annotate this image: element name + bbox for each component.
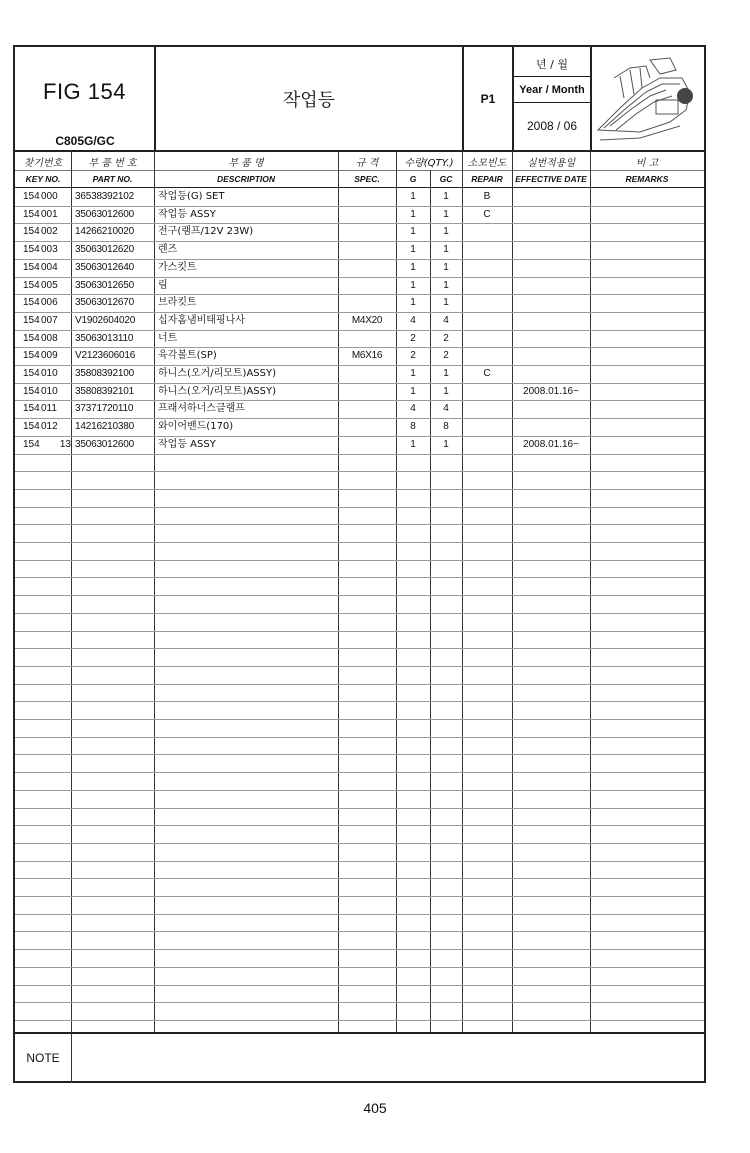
grid-line: [15, 772, 704, 773]
qty-g: 1: [410, 226, 416, 238]
grid-line: [15, 666, 704, 667]
key-no-suffix: 13: [59, 438, 71, 450]
qty-gc: 1: [443, 438, 449, 450]
grid-line: [15, 967, 704, 968]
spec: [338, 436, 396, 454]
spec: [338, 383, 396, 401]
part-number: 35063013110: [75, 332, 134, 344]
qty-gc: 8: [443, 421, 449, 433]
qty-g: 1: [410, 279, 416, 291]
effective-date: 2008.01.16~: [523, 385, 579, 397]
key-no-prefix: 154: [23, 385, 40, 397]
key-no-suffix: 007: [41, 314, 58, 326]
part-number: 36538392102: [75, 191, 134, 202]
note-divider: [15, 1032, 704, 1034]
grid-line: [15, 542, 704, 543]
model-code: C805G/GC: [55, 134, 115, 148]
qty-gc: 1: [443, 208, 449, 220]
key-no-prefix: 154: [23, 279, 40, 291]
grid-line: [15, 985, 704, 986]
qty-gc: 4: [443, 403, 449, 415]
table-row: [15, 277, 704, 295]
grid-line: [15, 631, 704, 632]
part-number: 35063012640: [75, 261, 134, 273]
col-spec-en: SPEC.: [354, 173, 380, 184]
description: 작업등(G) SET: [158, 191, 225, 202]
repair-code: C: [483, 208, 491, 220]
description: 브라킷트: [158, 297, 197, 309]
header-hline: [512, 76, 590, 77]
qty-g: 1: [410, 297, 416, 309]
qty-g: 8: [410, 421, 416, 433]
qty-gc: 1: [443, 279, 449, 291]
grid-line: [15, 560, 704, 561]
page-number: 405: [363, 1100, 387, 1116]
qty-gc: 1: [443, 385, 449, 397]
grid-line: [15, 489, 704, 490]
key-no-prefix: 154: [23, 421, 40, 433]
spec: [338, 277, 396, 295]
grid-line: [15, 896, 704, 897]
note-label: NOTE: [26, 1051, 60, 1065]
key-no-prefix: 154: [23, 314, 40, 326]
spec: [338, 365, 396, 383]
qty-gc: 1: [443, 226, 449, 238]
key-no-suffix: 012: [41, 421, 58, 433]
repair-code: [462, 312, 512, 330]
year-month-ko: 년 / 월: [536, 58, 568, 71]
description: 육각볼트(SP): [158, 350, 217, 362]
repair-code: [462, 259, 512, 277]
key-no-suffix: 008: [41, 332, 58, 344]
table-row: [15, 294, 704, 312]
table-row: [15, 436, 704, 454]
repair-code: [462, 277, 512, 295]
key-no-suffix: 010: [41, 368, 58, 379]
revision-date: 2008 / 06: [526, 119, 578, 133]
table-row: [15, 241, 704, 259]
spec: M6X16: [351, 350, 383, 362]
col-qty-g: G: [409, 173, 417, 184]
part-number: 35063012600: [75, 438, 134, 450]
repair-code: [462, 241, 512, 259]
qty-g: 1: [410, 208, 416, 220]
table-row: [15, 330, 704, 348]
key-no-suffix: 003: [41, 244, 58, 256]
qty-gc: 1: [443, 244, 449, 256]
grid-line: [15, 1020, 704, 1021]
spec: M4X20: [351, 314, 383, 326]
key-no-prefix: 154: [23, 191, 40, 202]
qty-g: 4: [410, 403, 416, 415]
key-no-suffix: 004: [41, 261, 58, 273]
col-rem-ko: 비 고: [635, 157, 659, 169]
effective-date: [512, 418, 590, 436]
part-number: 35808392101: [75, 385, 134, 397]
spec: [338, 206, 396, 224]
key-no-suffix: 000: [41, 191, 58, 202]
key-no-prefix: 154: [23, 438, 40, 450]
spec: [338, 330, 396, 348]
description: 프래셔하너스클램프: [158, 403, 245, 415]
description: 십자홈냄비태핑나사: [158, 314, 245, 326]
description: 가스킷트: [158, 261, 197, 273]
col-spec-ko: 규 격: [355, 157, 379, 169]
col-repair-ko: 소모빈도: [467, 157, 507, 169]
qty-g: 1: [410, 368, 416, 379]
repair-code: C: [483, 368, 491, 379]
grid-line: [15, 648, 704, 649]
qty-g: 1: [410, 191, 416, 202]
col-key-ko: 찾기번호: [23, 157, 63, 169]
key-no-prefix: 154: [23, 208, 40, 220]
qty-g: 1: [410, 438, 416, 450]
effective-date: [512, 312, 590, 330]
grid-line: [15, 737, 704, 738]
key-no-suffix: 005: [41, 279, 58, 291]
col-qty-gc: GC: [439, 173, 453, 184]
description: 전구(램프/12V 23W): [158, 226, 254, 238]
page-code: P1: [480, 92, 496, 106]
part-number: 35808392100: [75, 368, 134, 379]
grid-line: [15, 1002, 704, 1003]
spec: [338, 223, 396, 241]
qty-gc: 2: [443, 350, 449, 362]
key-no-suffix: 006: [41, 297, 58, 309]
effective-date: [512, 277, 590, 295]
repair-code: [462, 436, 512, 454]
table-row: [15, 400, 704, 418]
key-no-prefix: 154: [23, 261, 40, 273]
parts-sheet: [13, 45, 706, 1083]
effective-date: [512, 365, 590, 383]
grid-line: [15, 613, 704, 614]
table-row: [15, 206, 704, 224]
qty-g: 2: [410, 350, 416, 362]
spec: [338, 188, 396, 206]
grid-line: [15, 471, 704, 472]
repair-code: [462, 330, 512, 348]
grid-line: [15, 931, 704, 932]
grid-line: [15, 684, 704, 685]
repair-code: [462, 383, 512, 401]
table-row: [15, 223, 704, 241]
description: 작업등 ASSY: [158, 208, 216, 220]
grid-line: [15, 808, 704, 809]
grid-line: [15, 454, 704, 455]
part-number: 14266210020: [75, 226, 134, 238]
table-row: [15, 312, 704, 330]
description: 와이어밴드(170): [158, 421, 234, 433]
key-no-suffix: 010: [41, 385, 58, 397]
qty-gc: 4: [443, 314, 449, 326]
table-row: [15, 188, 704, 206]
effective-date: [512, 188, 590, 206]
col-repair-en: REPAIR: [471, 173, 503, 184]
effective-date: 2008.01.16~: [523, 438, 579, 450]
grid-line: [15, 878, 704, 879]
spec: [338, 259, 396, 277]
year-month-en: Year / Month: [519, 84, 585, 96]
part-number: 35063012650: [75, 279, 134, 291]
document-title: 작업등: [282, 90, 336, 111]
repair-code: [462, 347, 512, 365]
qty-gc: 1: [443, 191, 449, 202]
spec: [338, 294, 396, 312]
qty-gc: 1: [443, 297, 449, 309]
grid-line: [15, 595, 704, 596]
repair-code: [462, 400, 512, 418]
table-row: [15, 383, 704, 401]
effective-date: [512, 294, 590, 312]
col-eff-ko: 실번적용일: [526, 157, 576, 169]
key-no-prefix: 154: [23, 403, 40, 415]
key-no-prefix: 154: [23, 350, 40, 362]
key-no-suffix: 001: [41, 208, 58, 220]
part-number: 35063012670: [75, 297, 134, 309]
table-row: [15, 347, 704, 365]
qty-g: 1: [410, 385, 416, 397]
key-no-suffix: 009: [41, 350, 58, 362]
spec: [338, 400, 396, 418]
description: 렌즈: [158, 244, 178, 256]
col-part-en: PART NO.: [92, 173, 133, 184]
col-desc-en: DESCRIPTION: [216, 173, 276, 184]
spec: [338, 241, 396, 259]
grid-line: [15, 825, 704, 826]
effective-date: [512, 223, 590, 241]
grid-line: [15, 524, 704, 525]
repair-code: [462, 418, 512, 436]
repair-code: [462, 223, 512, 241]
key-no-suffix: 002: [41, 226, 58, 238]
qty-gc: 1: [443, 261, 449, 273]
col-key-en: KEY NO.: [25, 173, 61, 184]
description: 하니스(오거/리모트)ASSY): [158, 385, 276, 397]
key-no-prefix: 154: [23, 368, 40, 379]
qty-g: 1: [410, 261, 416, 273]
col-desc-ko: 부 품 명: [228, 157, 264, 169]
grid-line: [15, 914, 704, 915]
grid-line: [15, 949, 704, 950]
table-row: [15, 259, 704, 277]
col-part-ko: 부 품 번 호: [88, 157, 137, 169]
key-no-prefix: 154: [23, 226, 40, 238]
repair-code: [462, 294, 512, 312]
grid-line: [15, 507, 704, 508]
qty-g: 2: [410, 332, 416, 344]
grid-line: [15, 861, 704, 862]
repair-code: B: [483, 191, 491, 202]
qty-g: 4: [410, 314, 416, 326]
grid-line: [15, 754, 704, 755]
header-hline: [512, 102, 590, 103]
grid-line: [15, 577, 704, 578]
key-no-prefix: 154: [23, 297, 40, 309]
description: 작업등 ASSY: [158, 438, 216, 450]
description: 하니스(오거/리모트)ASSY): [158, 368, 276, 379]
grid-line: [15, 719, 704, 720]
effective-date: [512, 259, 590, 277]
part-number: 35063012620: [75, 244, 134, 256]
table-row: [15, 418, 704, 436]
qty-gc: 2: [443, 332, 449, 344]
grid-line: [15, 843, 704, 844]
effective-date: [512, 400, 590, 418]
effective-date: [512, 206, 590, 224]
col-eff-en: EFFECTIVE DATE: [515, 173, 587, 184]
fig-number: FIG 154: [43, 79, 126, 104]
col-rem-en: REMARKS: [625, 173, 669, 184]
combine-harvester-illustration-icon: [590, 48, 702, 148]
part-number: V2123606016: [75, 350, 136, 362]
part-number: 14216210380: [75, 421, 134, 433]
table-row: [15, 365, 704, 383]
grid-line: [15, 790, 704, 791]
col-qty-ko: 수량(QTY.): [404, 157, 454, 169]
qty-gc: 1: [443, 368, 449, 379]
description: 림: [158, 279, 168, 291]
key-no-prefix: 154: [23, 244, 40, 256]
spec: [338, 418, 396, 436]
key-no-suffix: 011: [41, 403, 57, 415]
grid-line: [15, 701, 704, 702]
qty-g: 1: [410, 244, 416, 256]
part-number: 35063012600: [75, 208, 134, 220]
effective-date: [512, 241, 590, 259]
note-vline: [71, 1033, 72, 1083]
part-number: 37371720110: [75, 403, 134, 415]
description: 너트: [158, 332, 178, 344]
effective-date: [512, 347, 590, 365]
effective-date: [512, 330, 590, 348]
key-no-prefix: 154: [23, 332, 40, 344]
part-number: V1902604020: [75, 314, 136, 326]
